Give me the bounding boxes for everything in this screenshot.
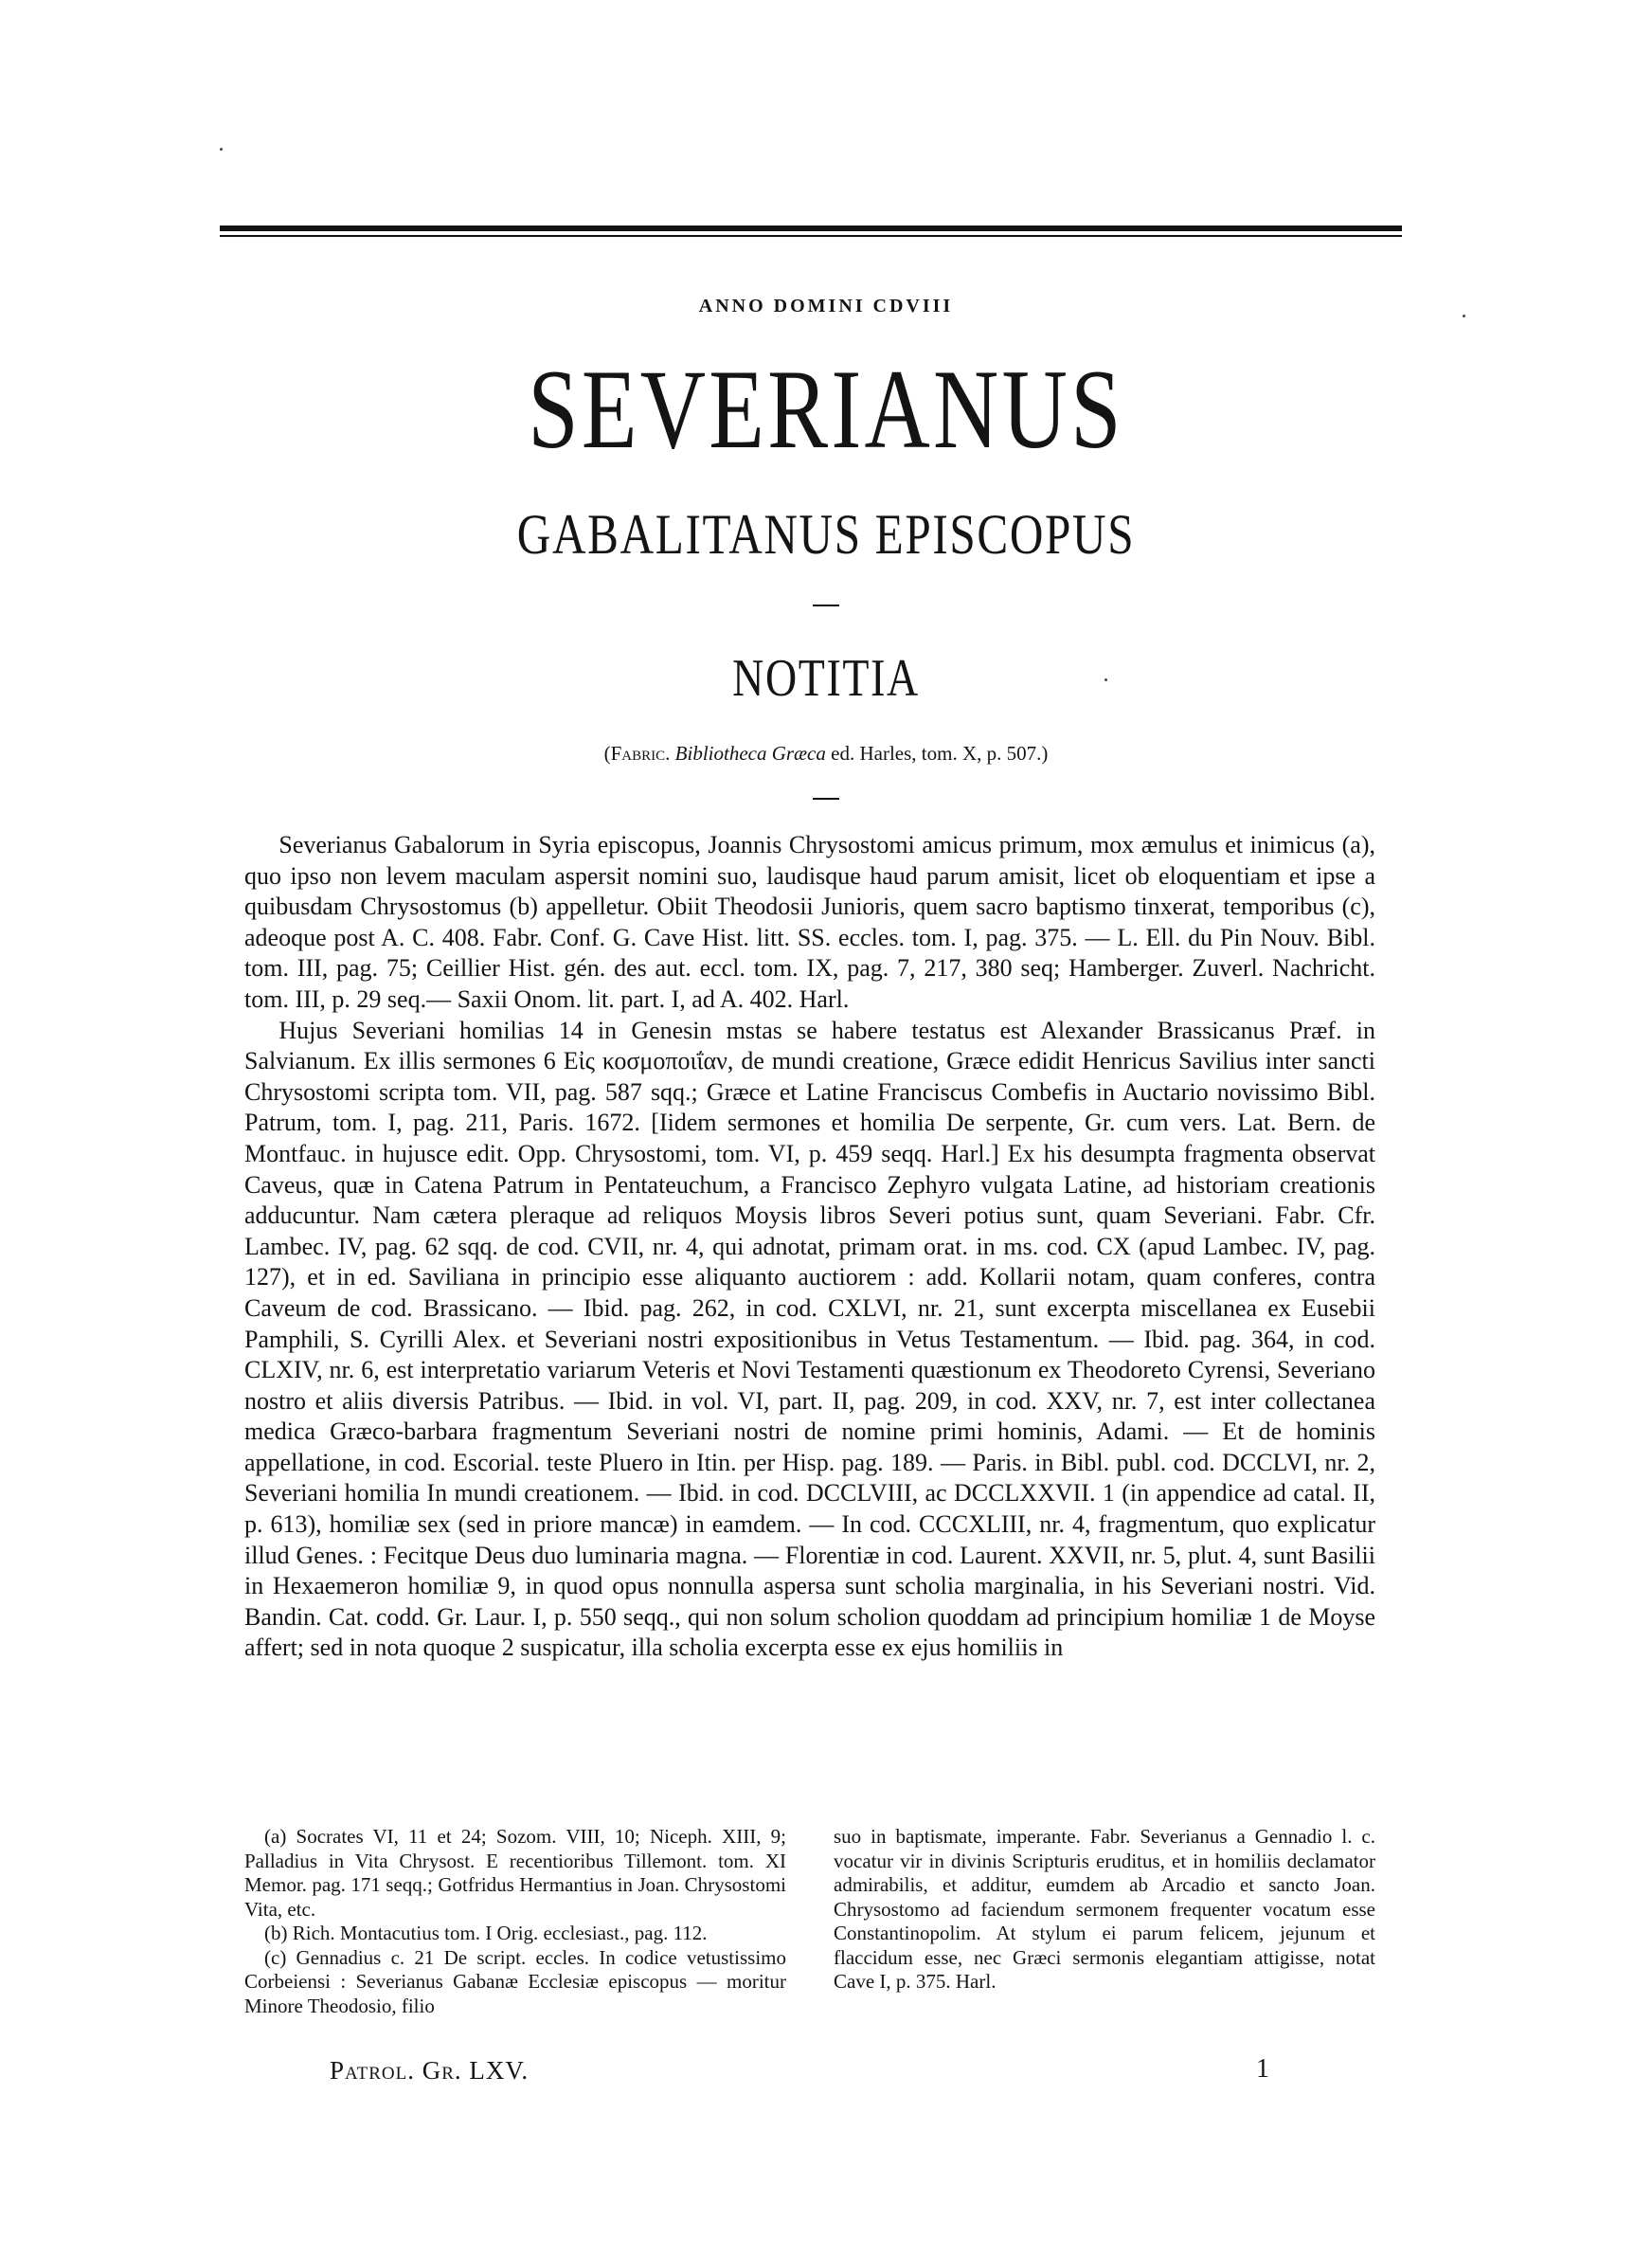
speck: [220, 148, 223, 151]
footnotes-left-column: [244, 1825, 786, 2018]
page-title: SEVERIANUS: [528, 346, 1124, 472]
footnote-c-continued: suo in baptismate, imperante. Fabr. Severianus a Gennadio l. c. vocatur vir in divinis Scripturis eruditus, et in homiliis declamator admirabilis, et additur, eumdem ab Arcadio et sancto Joan. Chrysostomo ad faciendum sermonem frequenter vocatum esse Constantinopolim. At stylum ei parum felicem, jejunum et flaccidum esse, nec Græci sermonis elegantiam attigisse, notat Cave I, p. 375. Harl.: [834, 1825, 1375, 1993]
footnotes: [244, 1825, 1375, 2018]
source-work: Bibliotheca Græca: [674, 742, 826, 765]
separator-dash: [813, 798, 839, 800]
footnote-a: (a) Socrates VI, 11 et 24; Sozom. VIII, 10; Niceph. XIII, 9; Palladius in Vita Chrysost. E recentioribus Tillemont. tom. XI Memor. pag. 171 seqq.; Gotfridus Hermantius in Joan. Chrysostomi Vita, etc.: [244, 1825, 786, 1921]
source-open: (: [603, 742, 611, 765]
source-author: Fabric.: [610, 742, 671, 765]
volume-signature: Patrol. Gr. LXV.: [330, 2056, 530, 2085]
paragraph-2: Hujus Severiani homilias 14 in Genesin mstas se habere testatus est Alexander Brassicanus Præf. in Salvianum. Ex illis sermones 6 Εἰς κοσμοποιΐαν, de mundi creatione, Græce edidit Henricus Savilius inter sancti Chrysostomi scripta tom. VII, pag. 587 sqq.; Græce et Latine Franciscus Combefis in Auctario novissimo Bibl. Patrum, tom. I, pag. 211, Paris. 1672. [Iidem sermones et homilia De serpente, Gr. cum vers. Lat. Bern. de Montfauc. in hujusce edit. Opp. Chrysostomi, tom. VI, p. 459 seqq. Harl.] Ex his desumpta fragmenta observat Caveus, quæ in Catena Patrum in Pentateuchum, a Francisco Zephyro vulgata Latine, ad historiam creationis adducuntur. Nam cætera pleraque ad reliquos Moysis libros Severi potius sunt, quam Severiani. Fabr. Cfr. Lambec. IV, pag. 62 sqq. de cod. CVII, nr. 4, qui adnotat, primam orat. in ms. cod. CX (apud Lambec. IV, pag. 127), et in ed. Saviliana in principio esse aliquanto auctiorem : add. Kollarii notam, quam conferes, contra Caveum de cod. Brassicano. — Ibid. pag. 262, in cod. CXLVI, nr. 21, sunt excerpta miscellanea ex Eusebii Pamphili, S. Cyrilli Alex. et Severiani nostri expositionibus in Vetus Testamentum. — Ibid. pag. 364, in cod. CLXIV, nr. 6, est interpretatio variarum Veteris et Novi Testamenti quæstionum ex Theodoreto Cyrensi, Severiano nostro et aliis diversis Patribus. — Ibid. in vol. VI, part. II, pag. 209, in cod. XXV, nr. 7, est inter collectanea medica Græco-barbara fragmentum Severiani nostri de nomine primi hominis, Adami. — Et de hominis appellatione, in cod. Escorial. teste Pluero in Itin. per Hisp. pag. 189. — Paris. in Bibl. publ. cod. DCCLVI, nr. 2, Severiani homilia In mundi creationem. — Ibid. in cod. DCCLVIII, ac DCCLXXVII. 1 (in appendice ad catal. II, p. 613), homiliæ sex (sed in priore mancæ) in eamdem. — In cod. CCCXLIII, nr. 4, fragmentum, quo explicatur illud Genes. : Fecitque Deus duo luminaria magna. — Florentiæ in cod. Laurent. XXVII, nr. 5, plut. 4, sunt Basilii in Hexaemeron homiliæ 9, in quod opus nonnulla aspersa sunt scholia marginalia, in his Severiani nostri. Vid. Bandin. Cat. codd. Gr. Laur. I, p. 550 seqq., qui non solum scholion quoddam ad principium homiliæ 1 de Moyse affert; sed in nota quoque 2 suspicatur, illa scholia excerpta esse ex ejus homiliis in: [244, 1016, 1375, 1662]
section-title: NOTITIA: [732, 649, 920, 708]
source-citation: [0, 741, 1652, 766]
top-double-rule: [220, 226, 1402, 231]
page-number: 1: [1256, 2054, 1269, 2084]
paragraph-1: Severianus Gabalorum in Syria episcopus, Joannis Chrysostomi amicus primum, mox æmulus et inimicus (a), quo ipso non levem maculam aspersit nomini suo, laudisque haud parum amisit, licet ob eloquentiam et ipse a quibusdam Chrysostomus (b) appelletur. Obiit Theodosii Junioris, quem sacro baptismo tinxerat, temporibus (c), adeoque post A. C. 408. Fabr. Conf. G. Cave Hist. litt. SS. eccles. tom. I, pag. 375. — L. Ell. du Pin Nouv. Bibl. tom. III, pag. 75; Ceillier Hist. gén. des aut. eccl. tom. IX, pag. 7, 217, 380 seq; Hamberger. Zuverl. Nachricht. tom. III, p. 29 seq.— Saxii Onom. lit. part. I, ad A. 402. Harl.: [244, 831, 1375, 1013]
top-double-rule-thin: [220, 235, 1402, 237]
separator-dash: [813, 605, 839, 606]
main-text: [244, 830, 1375, 1664]
footnotes-right-column: [834, 1825, 1375, 2018]
footnote-b: (b) Rich. Montacutius tom. I Orig. ecclesiast., pag. 112.: [264, 1922, 708, 1944]
footnote-c: (c) Gennadius c. 21 De script. eccles. In codice vetustissimo Corbeiensi : Severianus Gabanæ Ecclesiæ episcopus — moritur Minore Theodosio, filio: [244, 1945, 786, 2017]
source-rest: ed. Harles, tom. X, p. 507.): [825, 742, 1049, 765]
running-head: ANNO DOMINI CDVIII: [698, 296, 954, 316]
page-subtitle: GABALITANUS EPISCOPUS: [516, 503, 1136, 566]
